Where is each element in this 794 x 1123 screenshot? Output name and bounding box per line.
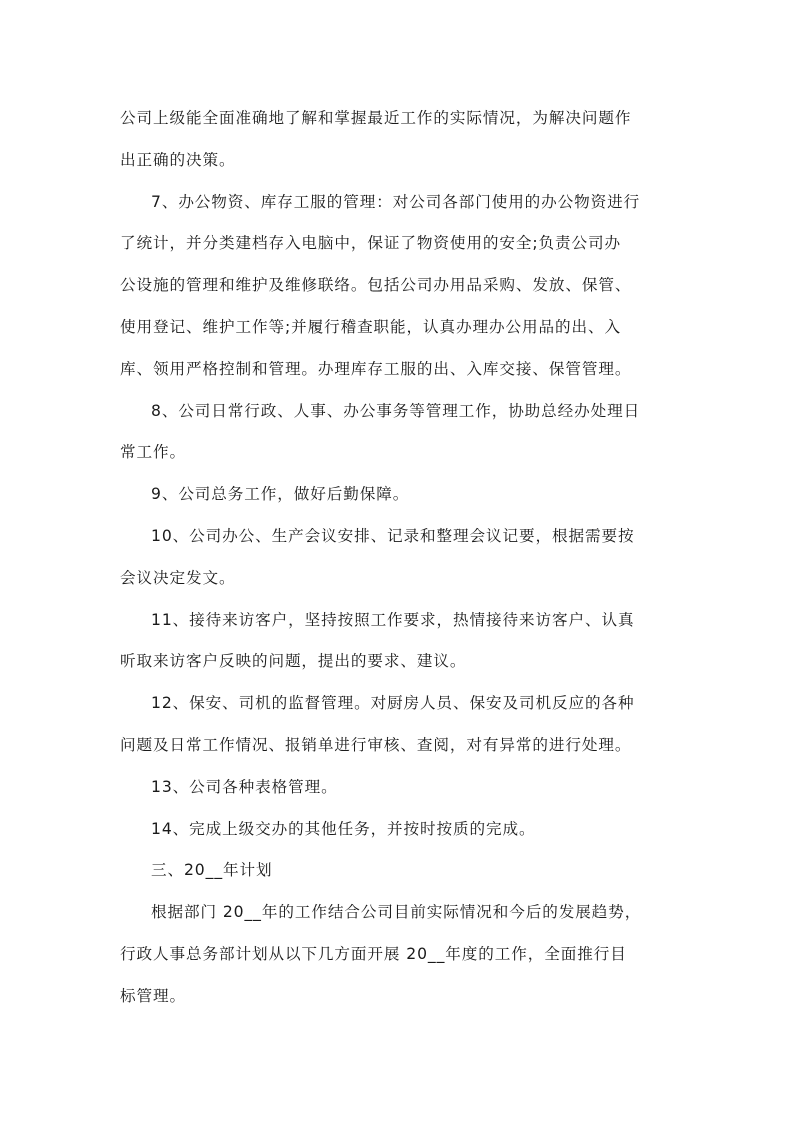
text-line: 库、领用严格控制和管理。办理库存工服的出、入库交接、保管管理。 bbox=[120, 359, 632, 378]
text-line: 会议决定发文。 bbox=[120, 568, 236, 587]
text-line: 公设施的管理和维护及维修联络。包括公司办用品采购、发放、保管、 bbox=[120, 276, 632, 295]
text-line: 出正确的决策。 bbox=[120, 150, 236, 169]
text-line: 了统计，并分类建档存入电脑中，保证了物资使用的安全;负责公司办 bbox=[120, 234, 621, 253]
text-line: 10、公司办公、生产会议安排、记录和整理会议记要，根据需要按 bbox=[151, 526, 635, 545]
text-line: 11、接待来访客户，坚持按照工作要求，热情接待来访客户、认真 bbox=[151, 610, 635, 629]
text-line: 常工作。 bbox=[120, 443, 186, 462]
section-heading: 三、20__年计划 bbox=[151, 861, 273, 880]
text-line: 7、办公物资、库存工服的管理：对公司各部门使用的办公物资进行 bbox=[151, 192, 641, 211]
text-line: 14、完成上级交办的其他任务，并按时按质的完成。 bbox=[151, 819, 536, 838]
text-line: 9、公司总务工作，做好后勤保障。 bbox=[151, 485, 410, 504]
text-line: 13、公司各种表格管理。 bbox=[151, 777, 338, 796]
text-line: 行政人事总务部计划从以下几方面开展 20__年度的工作，全面推行目 bbox=[120, 944, 627, 963]
text-line: 问题及日常工作情况、报销单进行审核、查阅，对有异常的进行处理。 bbox=[120, 735, 632, 754]
text-line: 使用登记、维护工作等;并履行稽查职能，认真办理办公用品的出、入 bbox=[120, 317, 621, 336]
text-line: 12、保安、司机的监督管理。对厨房人员、保安及司机反应的各种 bbox=[151, 694, 635, 713]
text-line: 公司上级能全面准确地了解和掌握最近工作的实际情况，为解决问题作 bbox=[120, 109, 632, 127]
text-line: 根据部门 20__年的工作结合公司目前实际情况和今后的发展趋势， bbox=[151, 903, 642, 922]
text-line: 标管理。 bbox=[120, 986, 186, 1005]
text-line: 听取来访客户反映的问题，提出的要求、建议。 bbox=[120, 652, 467, 671]
document-body bbox=[120, 98, 676, 1018]
text-line: 8、公司日常行政、人事、办公事务等管理工作，协助总经办处理日 bbox=[151, 401, 641, 420]
